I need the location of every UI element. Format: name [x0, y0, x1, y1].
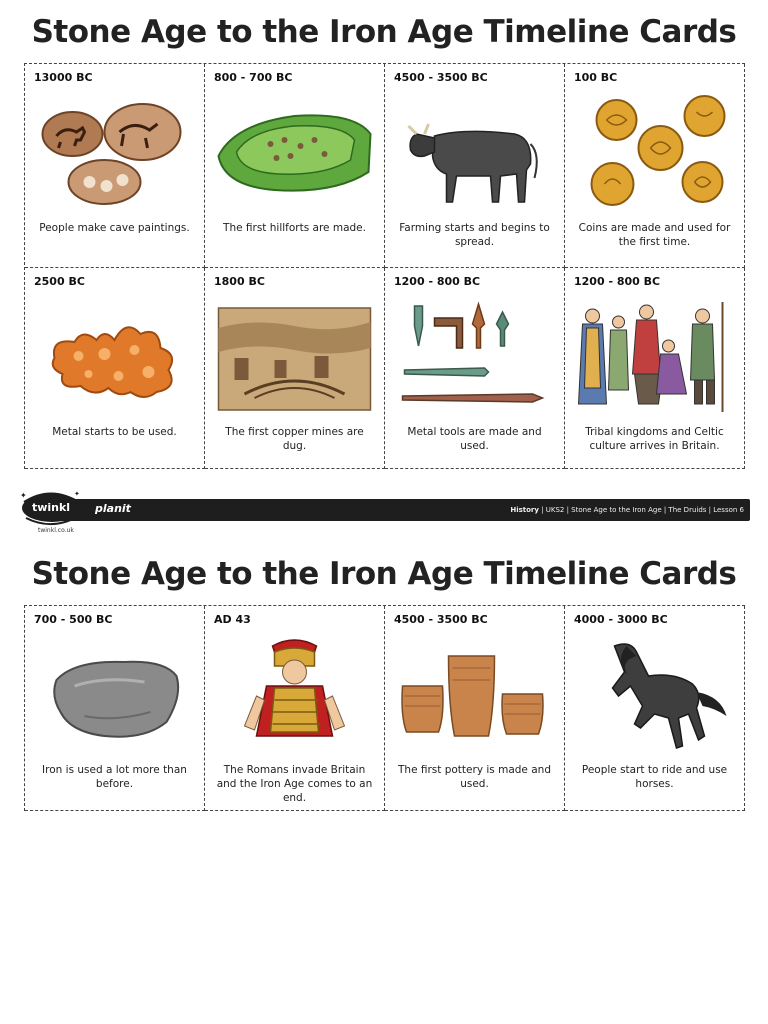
timeline-card [25, 268, 205, 469]
card-description: People make cave paintings. [39, 222, 190, 234]
card-date: 800 - 700 BC [214, 71, 293, 84]
card-date: 4500 - 3500 BC [394, 71, 488, 84]
timeline-card [25, 606, 205, 811]
timeline-card [565, 268, 745, 469]
timeline-card [385, 64, 565, 268]
card-description: Metal tools are made and used. [407, 426, 542, 452]
card-date: 700 - 500 BC [34, 613, 113, 626]
card-description: The first pottery is made and used. [398, 764, 551, 790]
page-title: Stone Age to the Iron Age Timeline Cards [31, 556, 737, 592]
copper-mine-image [213, 298, 376, 418]
card-date: 1200 - 800 BC [574, 275, 661, 288]
pottery-image [393, 636, 556, 756]
card-description: Farming starts and begins to spread. [399, 222, 550, 248]
card-description: The first hillforts are made. [223, 222, 366, 234]
card-description: The Romans invade Britain and the Iron Age comes to an end. [216, 764, 373, 804]
card-description: Tribal kingdoms and Celtic culture arrives in Britain. [585, 426, 724, 452]
card-description: People start to ride and use horses. [581, 764, 728, 790]
card-date: AD 43 [214, 613, 251, 626]
cave-paintings-image [33, 94, 196, 214]
site-url: twinkl.co.uk [38, 527, 74, 534]
svg-text:✦: ✦ [20, 491, 27, 500]
copper-ore-image [33, 298, 196, 418]
card-description: Iron is used a lot more than before. [42, 764, 187, 790]
timeline-card [205, 64, 385, 268]
planit-label: planit [95, 502, 131, 515]
timeline-card [25, 64, 205, 268]
card-date: 2500 BC [34, 275, 85, 288]
card-description: The first copper mines are dug. [225, 426, 364, 452]
iron-rock-image [33, 636, 196, 756]
breadcrumb-subject: History [510, 506, 539, 514]
card-date: 1200 - 800 BC [394, 275, 481, 288]
cow-image [393, 94, 556, 214]
bronze-tools-image [393, 298, 556, 418]
timeline-card-grid [24, 605, 745, 811]
svg-text:✦: ✦ [74, 490, 80, 498]
card-description: Metal starts to be used. [52, 426, 177, 438]
card-date: 4500 - 3500 BC [394, 613, 488, 626]
timeline-card [205, 606, 385, 811]
page-title: Stone Age to the Iron Age Timeline Cards [31, 14, 737, 50]
card-date: 4000 - 3000 BC [574, 613, 668, 626]
timeline-card [205, 268, 385, 469]
breadcrumb [510, 506, 744, 514]
horse-image [573, 636, 736, 756]
card-date: 100 BC [574, 71, 618, 84]
timeline-card [565, 606, 745, 811]
timeline-card [385, 268, 565, 469]
breadcrumb-path: | UKS2 | Stone Age to the Iron Age | The Druids | Lesson 6 [538, 506, 744, 514]
timeline-card [565, 64, 745, 268]
hillfort-image [213, 94, 376, 214]
timeline-card-grid [24, 63, 745, 469]
logo-text: twinkl [31, 501, 71, 514]
footer-bar [0, 480, 768, 536]
coins-image [573, 94, 736, 214]
card-date: 1800 BC [214, 275, 265, 288]
card-date: 13000 BC [34, 71, 93, 84]
timeline-card [385, 606, 565, 811]
card-description: Coins are made and used for the first time. [578, 222, 731, 248]
celtic-people-image [573, 298, 736, 418]
roman-soldier-image [213, 636, 376, 756]
